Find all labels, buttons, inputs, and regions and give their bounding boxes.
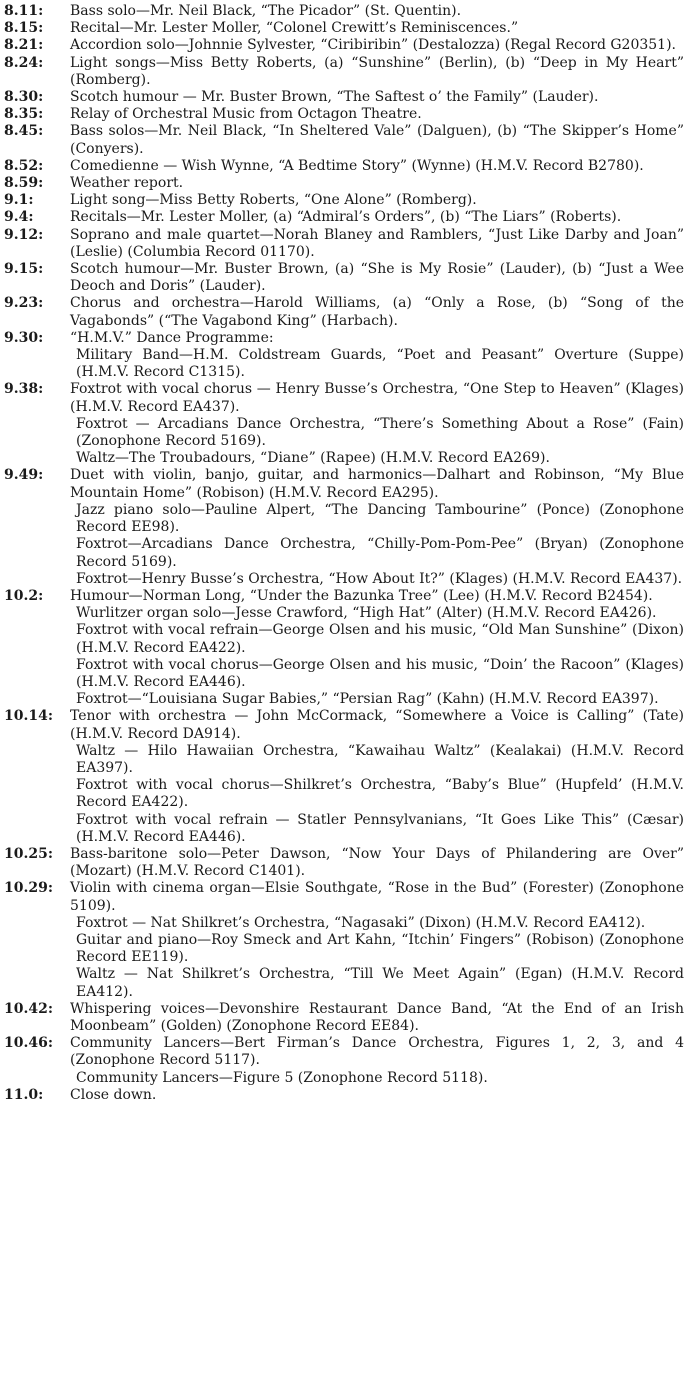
time-slot: 8.30 : (0, 89, 70, 106)
programme-sub-item (0, 622, 700, 656)
programme-item (0, 175, 700, 192)
programme-item (0, 209, 700, 226)
item-description: Duet with violin, banjo, guitar, and harmonics—Dalhart and Robinson, “My Blue Mountain Home” (Robison) (H.M.V. Record EA295). (70, 467, 684, 501)
programme-sub-item (0, 743, 700, 777)
programme-item (0, 192, 700, 209)
programme-item (0, 330, 700, 347)
time-slot (0, 915, 70, 932)
item-description: Light song—Miss Betty Roberts, “One Alone” (Romberg). (70, 192, 477, 209)
time-slot: 9.4 : (0, 209, 70, 226)
programme-item (0, 1087, 700, 1104)
item-description: Relay of Orchestral Music from Octagon Theatre. (70, 106, 422, 123)
item-description: Military Band—H.M. Coldstream Guards, “Poet and Peasant” Overture (Suppe) (H.M.V. Record C1315). (76, 347, 684, 381)
time-slot: 10.46 : (0, 1035, 70, 1069)
item-description: Foxtrot with vocal refrain—George Olsen and his music, “Old Man Sunshine” (Dixon) (H.M.V. Record EA422). (76, 622, 684, 656)
item-description: Humour—Norman Long, “Under the Bazunka Tree” (Lee) (H.M.V. Record B2454). (70, 587, 653, 604)
time-slot: 10.25 : (0, 846, 70, 880)
item-description: Foxtrot—Arcadians Dance Orchestra, “Chilly-Pom-Pom-Pee” (Bryan) (Zonophone Record 5169). (76, 536, 684, 570)
time-slot: 8.59 : (0, 175, 70, 192)
item-description: Foxtrot — Arcadians Dance Orchestra, “There’s Something About a Rose” (Fain) (Zonophone Record 5169). (76, 415, 684, 450)
item-description: Foxtrot with vocal chorus—Shilkret’s Orchestra, “Baby’s Blue” (Hupfeld’ (H.M.V. Record EA422). (76, 777, 684, 811)
item-description: Bass-baritone solo—Peter Dawson, “Now Your Days of Philandering are Over” (Mozart) (H.M.V. Record C1401). (70, 845, 684, 880)
time-slot (0, 605, 70, 622)
time-slot (0, 622, 70, 656)
time-slot (0, 416, 70, 450)
time-slot: 10.14 : (0, 708, 70, 742)
time-slot: 8.24 : (0, 55, 70, 89)
programme-item (0, 37, 700, 54)
time-slot (0, 777, 70, 811)
time-slot (0, 966, 70, 1000)
time-slot (0, 743, 70, 777)
time-slot (0, 657, 70, 691)
programme-item (0, 106, 700, 123)
time-slot: 10.29 : (0, 880, 70, 914)
time-slot (0, 502, 70, 536)
time-slot (0, 536, 70, 570)
time-slot: 9.23 : (0, 295, 70, 329)
programme-item (0, 708, 700, 742)
item-description: Waltz—The Troubadours, “Diane” (Rapee) (H.M.V. Record EA269). (76, 450, 550, 467)
item-description: Foxtrot with vocal chorus — Henry Busse’s Orchestra, “One Step to Heaven” (Klages) (H.M.V. Record EA437). (70, 381, 684, 415)
time-slot: 9.15 : (0, 261, 70, 295)
programme-sub-item (0, 1070, 700, 1087)
programme-item (0, 295, 700, 329)
time-slot: 11.0 : (0, 1087, 70, 1104)
item-description: Waltz — Nat Shilkret’s Orchestra, “Till We Meet Again” (Egan) (H.M.V. Record EA412). (76, 966, 684, 1000)
item-description: Jazz piano solo—Pauline Alpert, “The Dancing Tambourine” (Ponce) (Zonophone Record EE98). (76, 501, 684, 536)
item-description: Foxtrot—Henry Busse’s Orchestra, “How About It?” (Klages) (H.M.V. Record EA437). (76, 570, 683, 587)
item-description: Foxtrot with vocal refrain — Statler Pennsylvanians, “It Goes Like This” (Cæsar) (H.M.V. Record EA446). (76, 811, 684, 845)
time-slot: 8.52 : (0, 158, 70, 175)
item-description: Waltz — Hilo Hawaiian Orchestra, “Kawaihau Waltz” (Kealakai) (H.M.V. Record EA397). (76, 742, 684, 776)
time-slot: 8.15 : (0, 20, 70, 37)
programme-sub-item (0, 502, 700, 536)
programme-sub-item (0, 536, 700, 570)
time-slot: 9.1 : (0, 192, 70, 209)
item-description: Whispering voices—Devonshire Restaurant Dance Band, “At the End of an Irish Moonbeam” (Golden) (Zonophone Record EE84). (70, 1000, 684, 1034)
time-slot (0, 812, 70, 846)
item-description: Scotch humour — Mr. Buster Brown, “The Saftest o’ the Family” (Lauder). (70, 89, 599, 106)
programme-sub-item (0, 347, 700, 381)
programme-item (0, 1035, 700, 1069)
programme-sub-item (0, 966, 700, 1000)
item-description: Close down. (70, 1086, 157, 1103)
programme-item (0, 123, 700, 157)
programme-sub-item (0, 450, 700, 467)
item-description: Wurlitzer organ solo—Jesse Crawford, “High Hat” (Alter) (H.M.V. Record EA426). (76, 605, 657, 622)
time-slot: 8.21 : (0, 37, 70, 54)
programme-item (0, 880, 700, 914)
programme-sub-item (0, 691, 700, 708)
time-slot: 9.49 : (0, 467, 70, 501)
time-slot: 10.2 : (0, 588, 70, 605)
item-description: Foxtrot—“Louisiana Sugar Babies,” “Persian Rag” (Kahn) (H.M.V. Record EA397). (76, 691, 659, 708)
time-slot (0, 691, 70, 708)
time-slot: 9.38 : (0, 381, 70, 415)
time-slot (0, 347, 70, 381)
programme-sub-item (0, 416, 700, 450)
programme-item (0, 55, 700, 89)
time-slot: 8.35 : (0, 106, 70, 123)
time-slot (0, 450, 70, 467)
time-slot (0, 571, 70, 588)
programme-sub-item (0, 812, 700, 846)
time-slot (0, 1070, 70, 1087)
programme-sub-item (0, 571, 700, 588)
item-description: Soprano and male quartet—Norah Blaney and Ramblers, “Just Like Darby and Joan” (Leslie) (Columbia Record 01170). (70, 226, 684, 260)
item-description: Community Lancers—Figure 5 (Zonophone Record 5118). (76, 1069, 488, 1086)
item-description: Recitals—Mr. Lester Moller, (a) “Admiral’s Orders”, (b) “The Liars” (Roberts). (70, 209, 622, 226)
programme-sub-item (0, 657, 700, 691)
item-description: Weather report. (70, 175, 184, 192)
item-description: “H.M.V.” Dance Programme: (70, 329, 274, 346)
programme-sub-item (0, 605, 700, 622)
programme-item (0, 381, 700, 415)
programme-sub-item (0, 777, 700, 811)
item-description: Tenor with orchestra — John McCormack, “Somewhere a Voice is Calling” (Tate) (H.M.V. Record DA914). (70, 708, 684, 742)
programme-item (0, 89, 700, 106)
item-description: Guitar and piano—Roy Smeck and Art Kahn, “Itchin’ Fingers” (Robison) (Zonophone Record EE119). (76, 931, 684, 966)
item-description: Recital—Mr. Lester Moller, “Colonel Crewitt’s Reminiscences.” (70, 20, 519, 37)
programme-item (0, 1001, 700, 1035)
time-slot: 10.42 : (0, 1001, 70, 1035)
programme-item (0, 227, 700, 261)
item-description: Scotch humour—Mr. Buster Brown, (a) “She is My Rosie” (Lauder), (b) “Just a Wee Deoch and Doris” (Lauder). (70, 261, 684, 295)
item-description: Chorus and orchestra—Harold Williams, (a) “Only a Rose, (b) “Song of the Vagabonds” (“The Vagabond King” (Harbach). (70, 295, 684, 329)
time-slot: 9.12 : (0, 227, 70, 261)
time-slot: 8.45 : (0, 123, 70, 157)
programme-item (0, 20, 700, 37)
time-slot: 9.30 : (0, 330, 70, 347)
time-slot: 8.11 : (0, 3, 70, 20)
programme-item (0, 3, 700, 20)
time-slot (0, 932, 70, 966)
programme-item (0, 588, 700, 605)
item-description: Accordion solo—Johnnie Sylvester, “Ciribiribin” (Destalozza) (Regal Record G20351). (70, 37, 676, 54)
item-description: Comedienne — Wish Wynne, “A Bedtime Story” (Wynne) (H.M.V. Record B2780). (70, 157, 644, 174)
programme-sub-item (0, 932, 700, 966)
programme-sub-item (0, 915, 700, 932)
programme-item (0, 467, 700, 501)
programme-item (0, 261, 700, 295)
programme-item (0, 846, 700, 880)
item-description: Foxtrot — Nat Shilkret’s Orchestra, “Nagasaki” (Dixon) (H.M.V. Record EA412). (76, 914, 646, 931)
programme-item (0, 158, 700, 175)
item-description: Foxtrot with vocal chorus—George Olsen and his music, “Doin’ the Racoon” (Klages) (H.M.V. Record EA446). (76, 656, 684, 690)
item-description: Bass solos—Mr. Neil Black, “In Sheltered Vale” (Dalguen), (b) “The Skipper’s Home” (Conyers). (70, 123, 684, 157)
item-description: Light songs—Miss Betty Roberts, (a) “Sunshine” (Berlin), (b) “Deep in My Heart” (Romberg). (70, 54, 684, 88)
item-description: Violin with cinema organ—Elsie Southgate, “Rose in the Bud” (Forester) (Zonophone 5109). (70, 880, 684, 914)
item-description: Community Lancers—Bert Firman’s Dance Orchestra, Figures 1, 2, 3, and 4 (Zonophone Record 5117). (70, 1035, 684, 1069)
item-description: Bass solo—Mr. Neil Black, “The Picador” (St. Quentin). (70, 3, 462, 19)
